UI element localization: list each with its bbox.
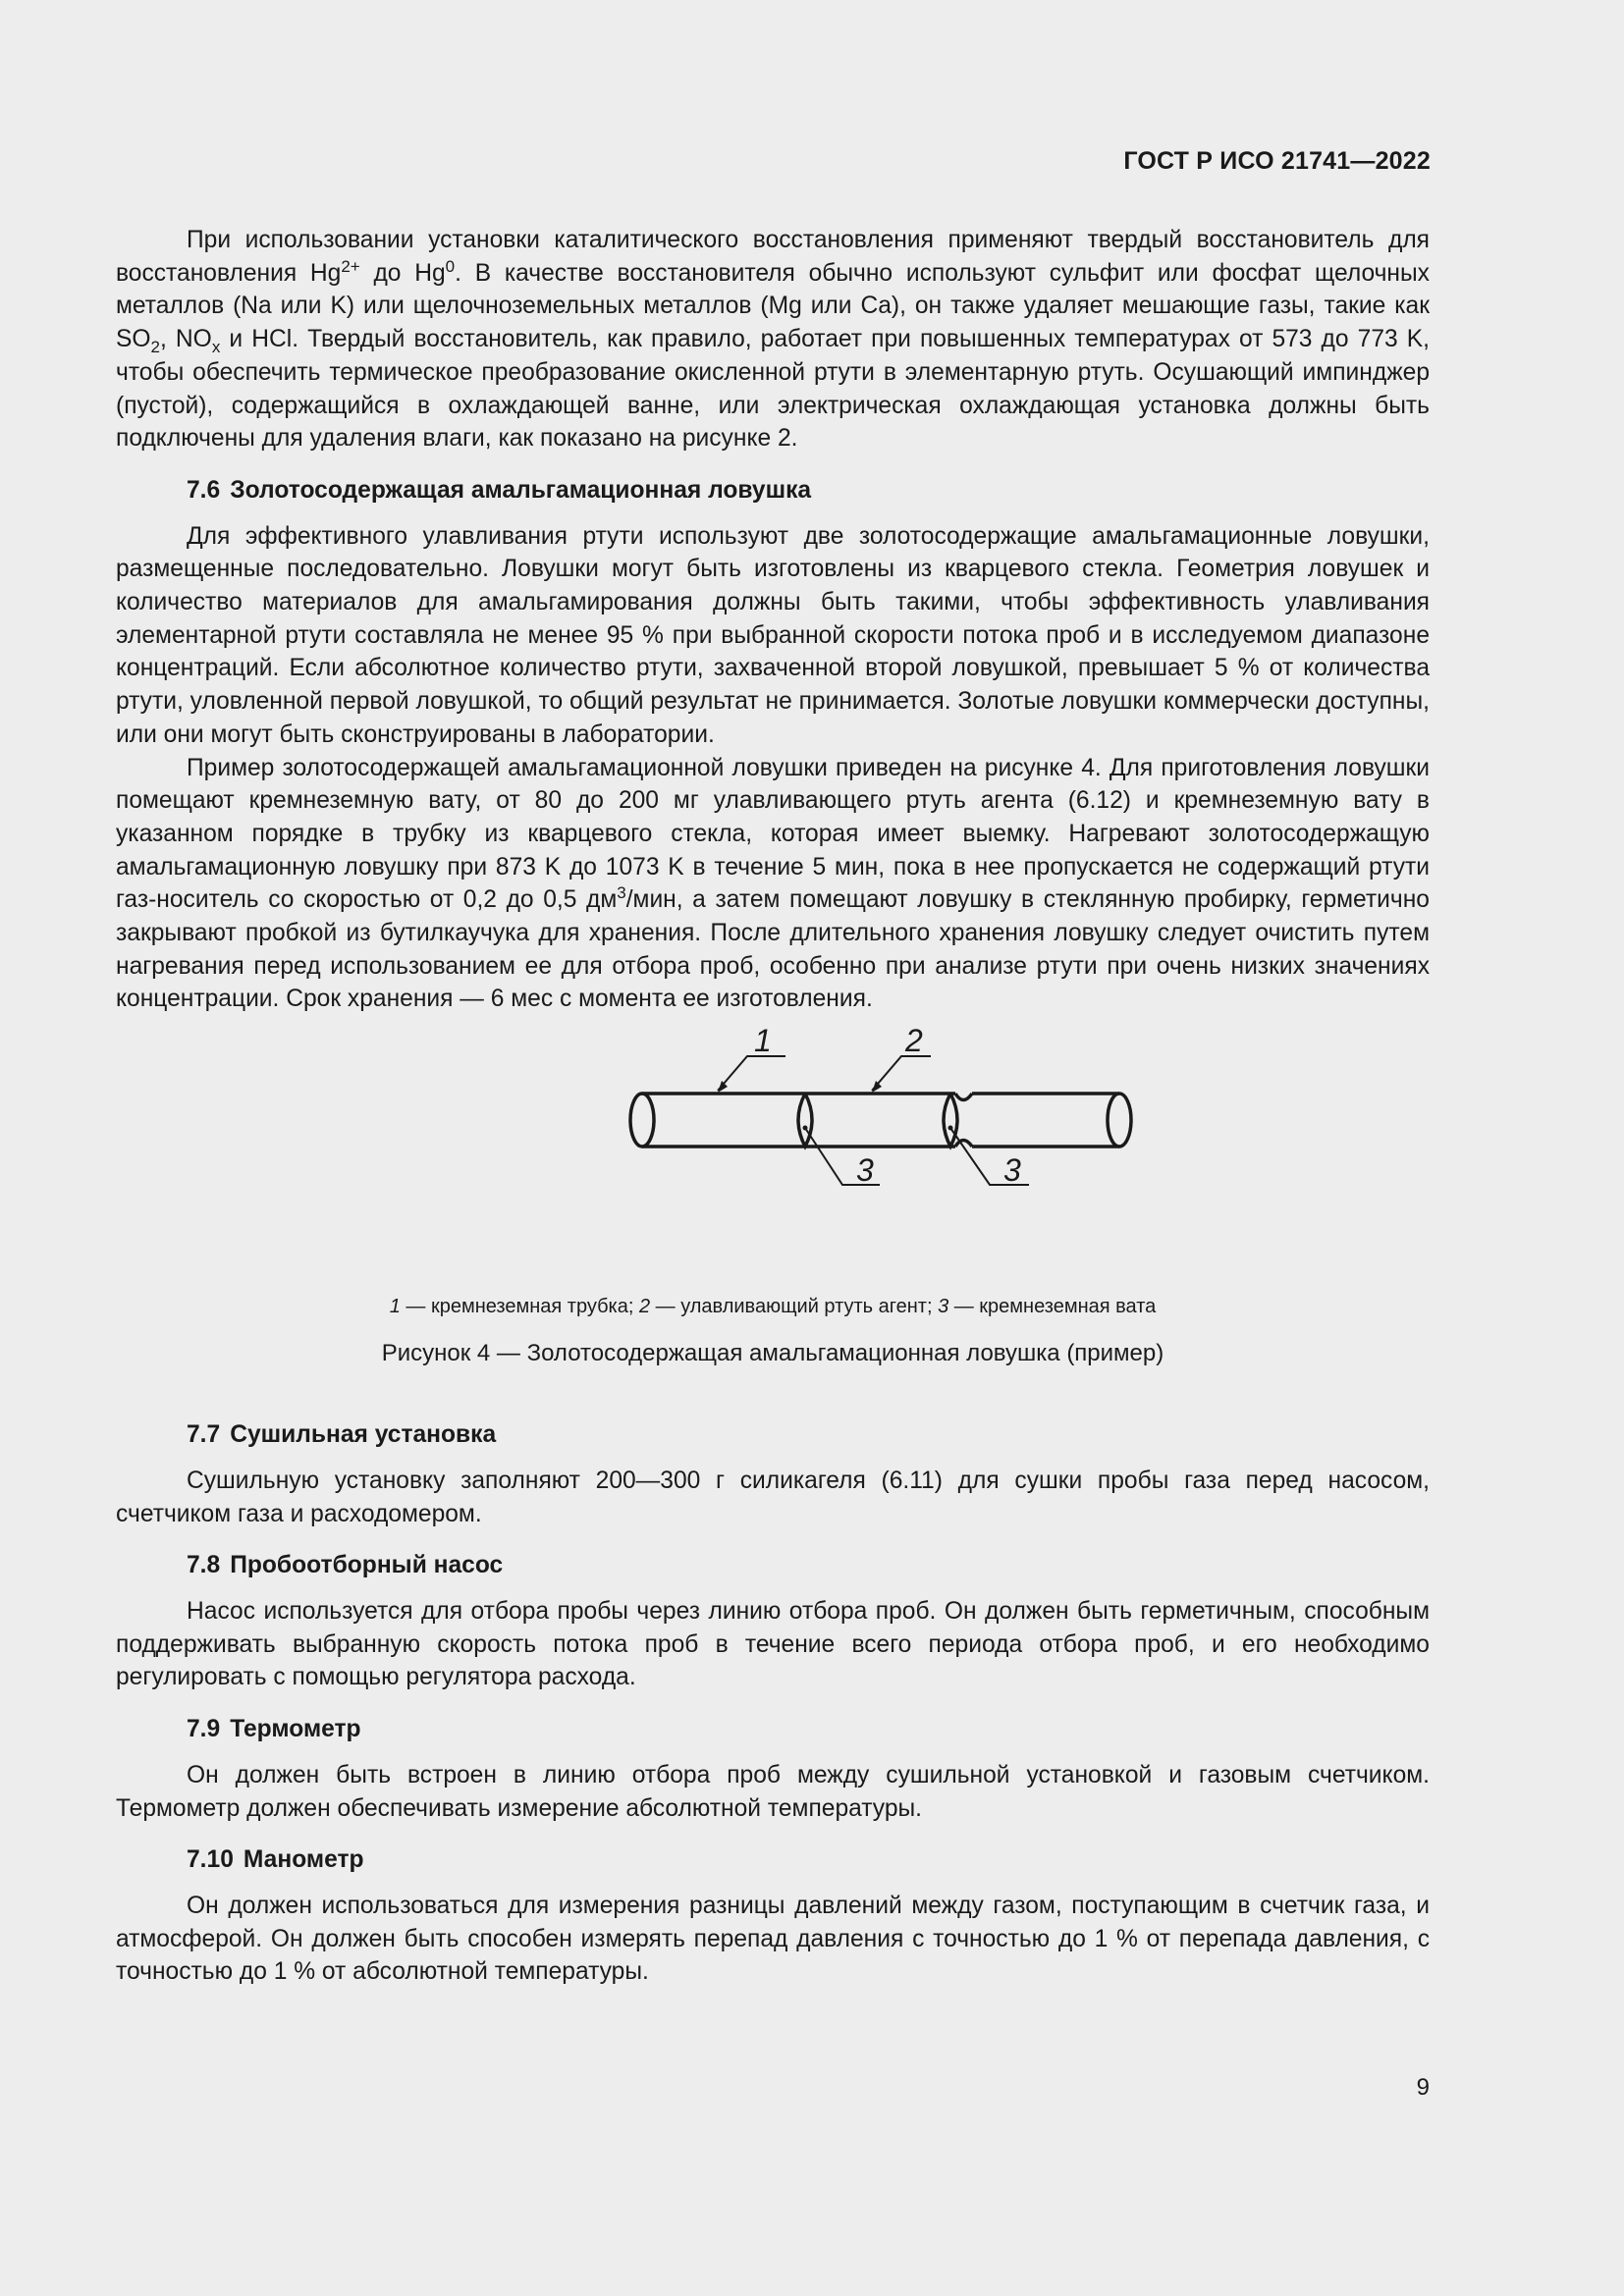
dot-3a: [803, 1126, 808, 1131]
figure-label-3b: 3: [1003, 1152, 1021, 1189]
figure-4-diagram: [116, 1028, 1430, 1283]
section-heading-7-6: 7.6 Золотосодержащая амальгамационная ловушка: [187, 476, 812, 504]
section-7-10-paragraph: Он должен использоваться для измерения разницы давлений между газом, поступающим в счетчик газа, и атмосферой. Он должен быть способен измерять перепад давления с точностью до 1 % от перепада давления, с точностью до 1 % от абсолютной температуры.: [116, 1892, 1430, 1986]
figure-label-3a: 3: [856, 1152, 874, 1189]
leader-1: [718, 1056, 785, 1091]
page-body: [116, 224, 1430, 1989]
section-heading-7-8: 7.8 Пробоотборный насос: [187, 1552, 504, 1579]
section-7-6-paragraph-2: Пример золотосодержащей амальгамационной ловушки приведен на рисунке 4. Для приготовления ловушки помещают кремнеземную вату, от 80 до 200 мг улавливающего ртуть агента (6.12) и кремнеземную вату в указанном порядке в трубку из кварцевого стекла, которая имеет выемку. Нагревают золотосодержащую амальгамационную ловушку при 873 K до 1073 K в течение 5 мин, пока в нее пропускается не содержащий ртути газ-носитель со скоростью от 0,2 до 0,5 $дм^3$/мин, а затем помещают ловушку в стеклянную пробирку, герметично закрывают пробкой из бутилкаучука для хранения. После длительного хранения ловушку следует очистить путем нагревания перед использованием ее для отбора проб, особенно при анализе ртути при очень низких значениях концентрации. Срок хранения — 6 мес с момента ее изготовления.: [116, 754, 1430, 1013]
section-heading-7-9: 7.9 Термометр: [187, 1716, 361, 1743]
wool-plug-1: [798, 1094, 812, 1147]
page-number: 9: [1416, 2074, 1430, 2101]
wool-plug-2: [944, 1094, 957, 1147]
section-heading-7-7: 7.7 Сушильная установка: [187, 1421, 497, 1449]
tube-notch-top: [955, 1094, 972, 1100]
figure-4-caption: Рисунок 4 — Золотосодержащая амальгамационная ловушка (пример): [381, 1340, 1164, 1367]
gold-trap-drawing: [509, 1028, 1157, 1224]
document-code: ГОСТ Р ИСО 21741—2022: [1123, 147, 1431, 175]
section-7-7-paragraph: Сушильную установку заполняют 200—300 г силикагеля (6.11) для сушки пробы газа перед насосом, счетчиком газа и расходомером.: [116, 1467, 1430, 1527]
tube-left-end: [630, 1094, 654, 1147]
section-7-6-paragraph-1: Для эффективного улавливания ртути используют две золотосодержащие амальгамационные ловушки, размещенные последовательно. Ловушки могут быть изготовлены из кварцевого стекла. Геометрия ловушек и количество материалов для амальгамирования должны быть такими, чтобы эффективность улавливания элементарной ртути составляла не менее 95 % при выбранной скорости потока проб и в исследуемом диапазоне концентраций. Если абсолютное количество ртути, захваченной второй ловушкой, превышает 5 % от количества ртути, уловленной первой ловушкой, то общий результат не принимается. Золотые ловушки коммерчески доступны, или они могут быть сконструированы в лаборатории.: [116, 522, 1430, 748]
section-7-9-paragraph: Он должен быть встроен в линию отбора проб между сушильной установкой и газовым счетчиком. Термометр должен обеспечивать измерение абсолютной температуры.: [116, 1761, 1430, 1822]
dot-3b: [948, 1126, 953, 1131]
figure-4-legend: 1 — кремнеземная трубка; 2 — улавливающий ртуть агент; 3 — кремнеземная вата: [389, 1296, 1157, 1318]
leader-2: [872, 1056, 931, 1091]
figure-label-1: 1: [754, 1028, 772, 1059]
tube-right-end: [1108, 1094, 1131, 1147]
figure-label-2: 2: [905, 1028, 923, 1059]
section-7-8-paragraph: Насос используется для отбора пробы через линию отбора проб. Он должен быть герметичным, способным поддерживать выбранную скорость потока проб в течение всего периода отбора проб, и его необходимо регулировать с помощью регулятора расхода.: [116, 1597, 1430, 1691]
arrow-1: [718, 1081, 728, 1093]
intro-paragraph: При использовании установки каталитического восстановления применяют твердый восстановитель для восстановления $Hg^{2+}$ до Hg$^0$. В качестве восстановителя обычно используют сульфит или фосфат щелочных металлов (Na или K) или щелочноземельных металлов (Mg или Ca), он также удаляет мешающие газы, такие как $SO_2$, $NO_x$ и HCl. Твердый восстановитель, как правило, работает при повышенных температурах от 573 до 773 K, чтобы обеспечить термическое преобразование окисленной ртути в элементарную ртуть. Осушающий импинджер (пустой), содержащийся в охлаждающей ванне, или электрическая охлаждающая установка должны быть подключены для удаления влаги, как показано на рисунке 2.: [116, 227, 1431, 453]
section-heading-7-10: 7.10 Манометр: [187, 1846, 364, 1874]
arrow-2: [872, 1081, 882, 1093]
